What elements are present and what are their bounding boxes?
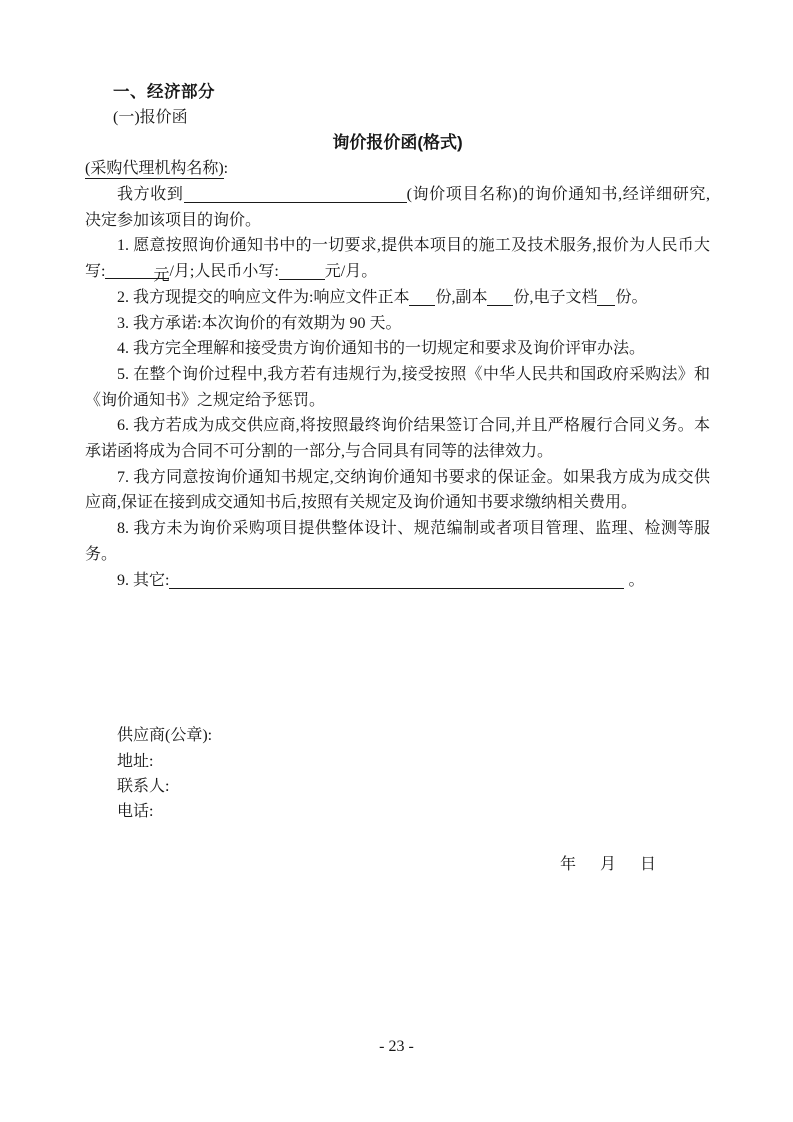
item-5 <box>85 362 710 413</box>
text-segment: 1. 愿意按照询价通知书中的一切要求,提供本项目的施工及技术服务,报价为人民币大写: <box>85 237 710 281</box>
text-segment: 6. 我方若成为成交供应商,将按照最终询价结果签订合同,并且严格履行合同义务。本承诺函将成为合同不可分割的一部分,与合同具有同等的法律效力。 <box>85 417 710 461</box>
phone-label: 电话: <box>117 803 154 821</box>
text-segment: 2. 我方现提交的响应文件为:响应文件正本 <box>117 288 410 306</box>
contact-person-label: 联系人: <box>117 777 170 795</box>
document-title: 询价报价函(格式) <box>332 133 463 152</box>
page-number: - 23 - <box>379 1038 414 1055</box>
copy-count-blank <box>487 290 513 306</box>
price-in-words-blank: 元 <box>105 263 169 279</box>
text-segment: 我方收到 <box>117 186 184 203</box>
text-segment: 。 <box>624 571 645 589</box>
item-8 <box>85 516 710 567</box>
text-segment: 元/月。 <box>324 263 378 281</box>
salutation-colon: : <box>223 160 229 177</box>
item-2 <box>85 285 710 311</box>
salutation-line <box>85 156 710 182</box>
item-7 <box>85 465 710 516</box>
text-segment: 5. 在整个询价过程中,我方若有违规行为,接受按照《中华人民共和国政府采购法》和《询价通知书》之规定给予惩罚。 <box>85 365 710 409</box>
project-name-blank <box>184 187 407 203</box>
page-content <box>85 80 710 877</box>
text-segment: 3. 我方承诺:本次询价的有效期为 90 天。 <box>117 314 402 332</box>
text-segment: 7. 我方同意按询价通知书规定,交纳询价通知书要求的保证金。如果我方成为成交供应商,保证在接到成交通知书后,按照有关规定及询价通知书要求缴纳相关费用。 <box>85 468 710 512</box>
section-heading: 一、经济部分 <box>113 83 215 101</box>
price-in-figures-blank <box>279 264 325 280</box>
item-6 <box>85 413 710 464</box>
text-segment: 4. 我方完全理解和接受贵方询价通知书的一切规定和要求及询价评审办法。 <box>117 340 646 358</box>
original-count-blank <box>409 290 435 306</box>
item-3 <box>85 311 710 337</box>
year-label: 年 <box>560 856 577 874</box>
month-label: 月 <box>600 856 617 874</box>
signature-block <box>117 723 710 824</box>
address-label: 地址: <box>117 752 154 770</box>
item-9 <box>85 568 710 594</box>
text-segment: 9. 其它: <box>117 571 170 589</box>
intro-paragraph <box>85 182 710 233</box>
supplier-seal-label: 供应商(公章): <box>117 727 213 745</box>
text-segment: 份,电子文档 <box>513 288 598 306</box>
item-4 <box>85 336 710 362</box>
e-doc-count-blank <box>597 290 615 306</box>
day-label: 日 <box>640 856 657 874</box>
letter-body <box>85 182 710 593</box>
other-blank <box>169 573 624 589</box>
sub-heading: (一)报价函 <box>113 109 188 126</box>
text-segment: 份。 <box>615 288 648 306</box>
text-segment: (询价项目名称)的询价通知书,经详细研究,决定参加该项目的询价。 <box>85 186 710 229</box>
date-line <box>560 852 710 877</box>
text-segment: 8. 我方未为询价采购项目提供整体设计、规范编制或者项目管理、监理、检测等服务。 <box>85 520 710 563</box>
agency-name-label: (采购代理机构名称) <box>85 160 224 177</box>
item-1 <box>85 233 710 284</box>
text-segment: /月;人民币小写: <box>169 263 279 281</box>
text-segment: 份,副本 <box>435 288 488 306</box>
